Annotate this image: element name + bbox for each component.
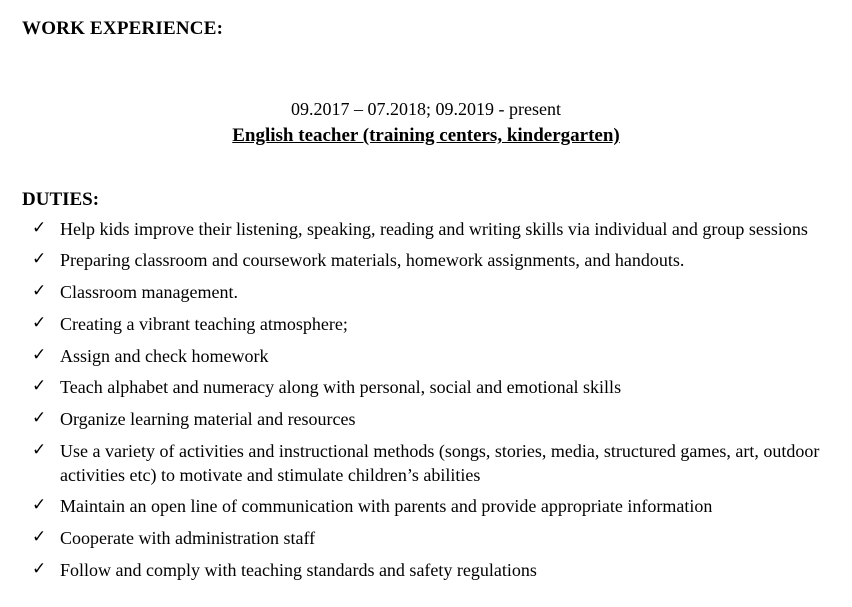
list-item	[22, 408, 830, 432]
list-item-text: Cooperate with administration staff	[60, 528, 316, 549]
checkmark-icon: ✓	[32, 312, 47, 333]
checkmark-icon: ✓	[32, 376, 47, 397]
list-item-text: Preparing classroom and coursework materials, homework assignments, and handouts.	[60, 250, 685, 271]
checkmark-icon: ✓	[32, 408, 47, 429]
duties-list	[22, 218, 830, 583]
list-item-text: Maintain an open line of communication with parents and provide appropriate information	[60, 496, 713, 517]
list-item	[22, 440, 830, 488]
list-item-text: Follow and comply with teaching standards and safety regulations	[60, 559, 537, 580]
job-title: English teacher (training centers, kindergarten)	[232, 125, 620, 147]
list-item-text: Assign and check homework	[60, 345, 269, 366]
checkmark-icon: ✓	[32, 249, 47, 270]
list-item	[22, 376, 830, 400]
checkmark-icon: ✓	[32, 217, 47, 238]
list-item-text: Organize learning material and resources	[60, 409, 356, 430]
list-item	[22, 527, 830, 551]
duties-heading: DUTIES:	[22, 188, 100, 210]
list-item-text: Use a variety of activities and instructional methods (songs, stories, media, structured games, art, outdoor activities etc) to motivate and stimulate children’s abilities	[60, 440, 820, 485]
list-item	[22, 495, 830, 519]
list-item	[22, 559, 830, 583]
checkmark-icon: ✓	[32, 495, 47, 516]
list-item	[22, 281, 830, 305]
work-experience-heading: WORK EXPERIENCE:	[22, 18, 224, 39]
list-item	[22, 345, 830, 369]
list-item	[22, 218, 830, 242]
checkmark-icon: ✓	[32, 439, 47, 460]
checkmark-icon: ✓	[32, 344, 47, 365]
list-item-text: Creating a vibrant teaching atmosphere;	[60, 313, 348, 334]
checkmark-icon: ✓	[32, 281, 47, 302]
list-item-text: Help kids improve their listening, speaking, reading and writing skills via individual and group sessions	[60, 218, 808, 239]
list-item-text: Teach alphabet and numeracy along with personal, social and emotional skills	[60, 377, 622, 398]
list-item	[22, 313, 830, 337]
list-item	[22, 249, 830, 273]
job-entry	[22, 97, 830, 149]
job-dates: 09.2017 – 07.2018; 09.2019 - present	[291, 98, 561, 119]
checkmark-icon: ✓	[32, 527, 47, 548]
checkmark-icon: ✓	[32, 558, 47, 579]
list-item-text: Classroom management.	[60, 282, 238, 303]
